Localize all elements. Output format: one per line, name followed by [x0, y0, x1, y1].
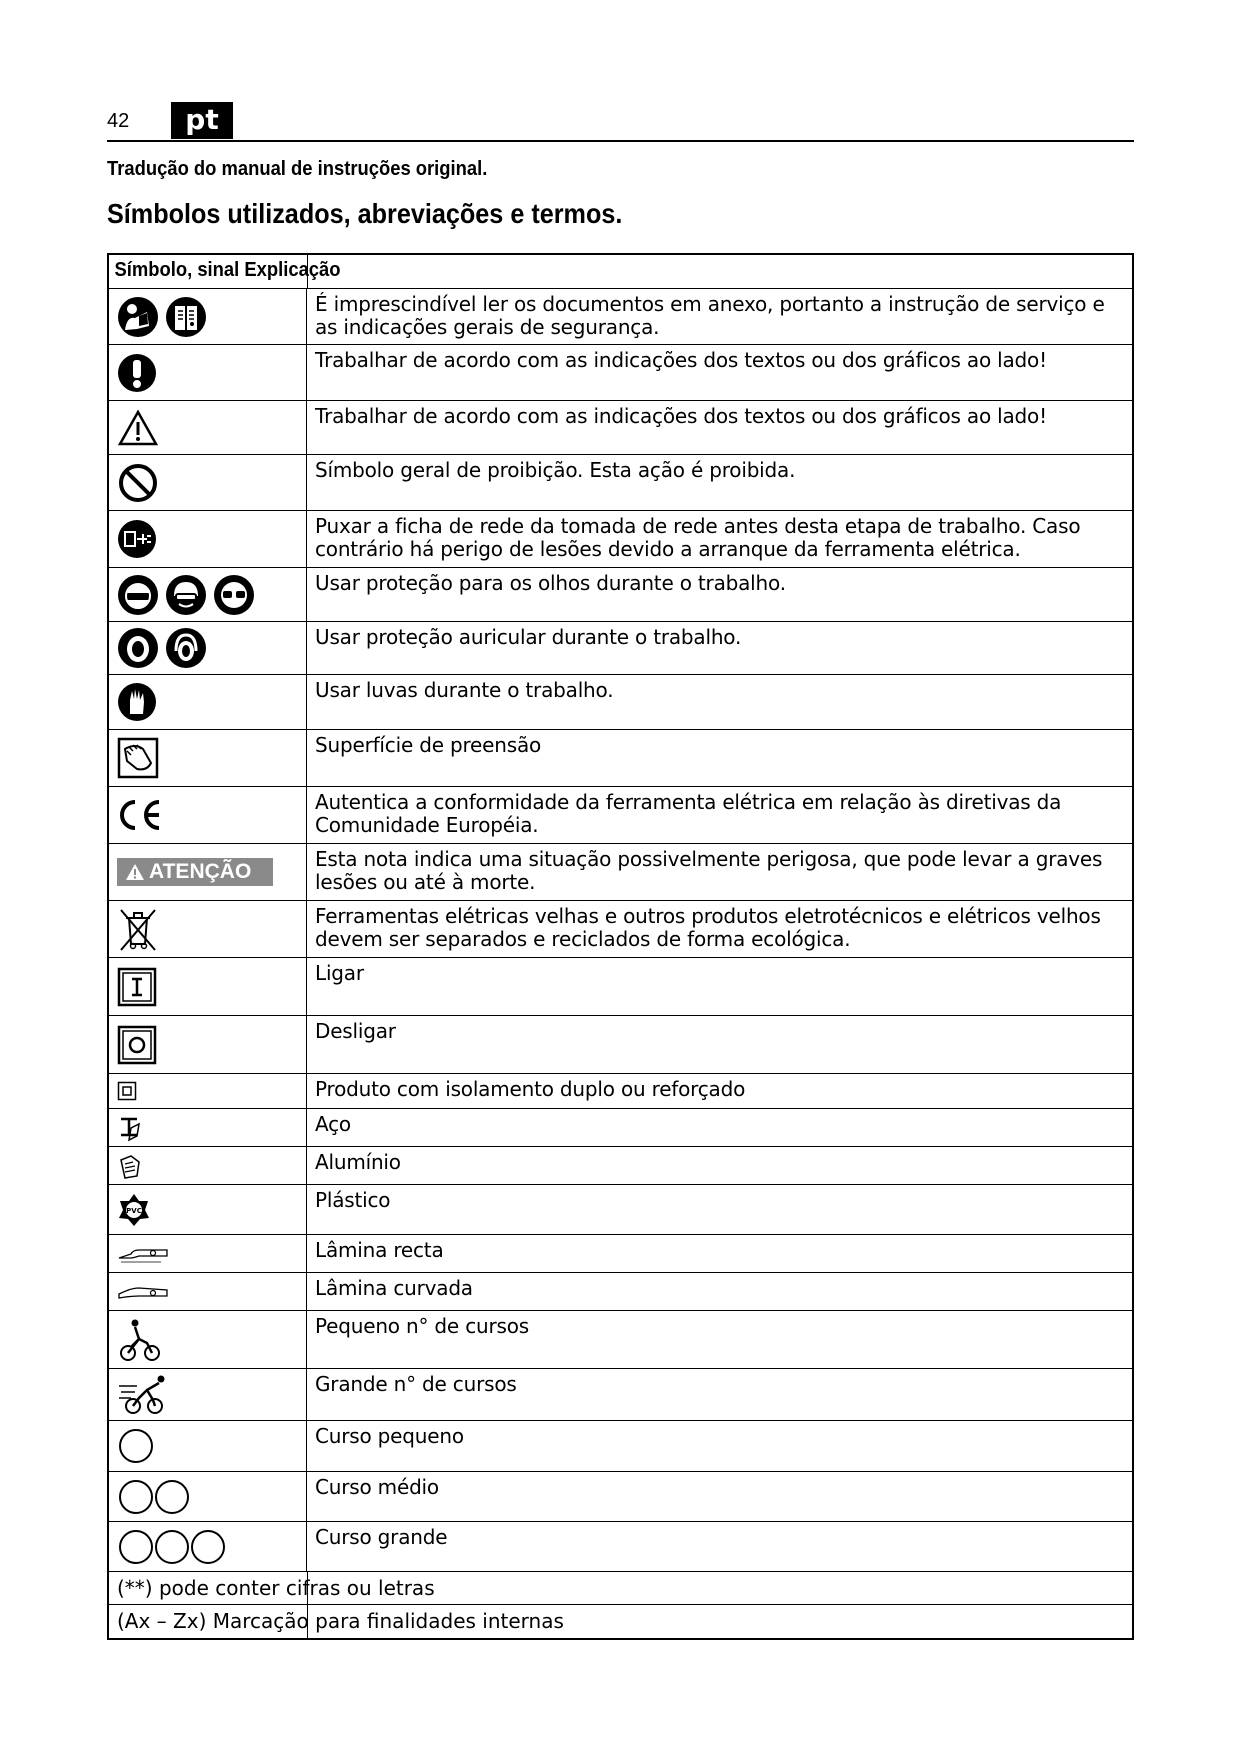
page-header	[107, 100, 1134, 142]
explanation-text: Usar proteção para os olhos durante o trabalho.	[315, 571, 786, 595]
symbol-cell	[109, 622, 307, 674]
explanation-text: Desligar	[315, 1019, 396, 1043]
symbol-cell	[109, 1522, 307, 1571]
table-row	[109, 1369, 1132, 1421]
on-switch-icon	[117, 967, 157, 1007]
face-shield-icon	[117, 574, 159, 616]
symbol-cell	[109, 901, 307, 957]
pvc-icon	[117, 1192, 151, 1228]
exclamation-icon	[117, 353, 157, 393]
symbol-cell	[109, 1147, 307, 1184]
table-row	[109, 958, 1132, 1016]
explanation-text: Curso pequeno	[315, 1424, 464, 1448]
language-badge: pt	[171, 102, 233, 139]
explanation-text: Puxar a ficha de rede da tomada de rede antes desta etapa de trabalho. Caso contrário há perigo de lesões devido a arranque da ferramenta elétrica.	[315, 514, 1081, 561]
goggles-icon	[165, 574, 207, 616]
explanation-text: Aço	[315, 1112, 351, 1136]
prohibition-icon	[117, 462, 159, 504]
table-row	[109, 901, 1132, 958]
symbol-cell	[109, 844, 307, 900]
table-row	[109, 675, 1132, 730]
explanation-text: Lâmina curvada	[315, 1276, 473, 1300]
symbol-cell	[109, 675, 307, 729]
weee-bin-icon	[117, 906, 159, 952]
book-icon	[165, 296, 207, 338]
table-row	[109, 1421, 1132, 1472]
symbol-cell	[109, 730, 307, 786]
explanation-text: Plástico	[315, 1188, 391, 1212]
three-circles-icon	[117, 1528, 229, 1566]
table-row	[109, 289, 1132, 345]
symbol-cell	[109, 568, 307, 621]
table-row	[109, 401, 1132, 455]
table-row	[109, 345, 1132, 401]
symbol-cell	[109, 1472, 307, 1521]
steel-icon	[117, 1114, 143, 1142]
explanation-text: Usar luvas durante o trabalho.	[315, 678, 614, 702]
symbol-cell	[109, 345, 307, 400]
explanation-text: Lâmina recta	[315, 1238, 444, 1262]
table-row	[109, 787, 1132, 844]
explanation-text: Trabalhar de acordo com as indicações dos textos ou dos gráficos ao lado!	[315, 404, 1047, 428]
ear-muff-icon	[165, 627, 207, 669]
explanation-text: Alumínio	[315, 1150, 401, 1174]
symbol-cell	[109, 1185, 307, 1234]
symbol-cell	[109, 787, 307, 843]
table-row	[109, 730, 1132, 787]
curved-blade-icon	[117, 1280, 171, 1304]
warning-triangle-icon	[117, 409, 159, 447]
straight-blade-icon	[117, 1242, 171, 1266]
symbol-cell	[109, 289, 307, 344]
table-row	[109, 455, 1132, 511]
slow-cyclist-icon	[117, 1317, 163, 1363]
double-insulation-icon	[117, 1081, 137, 1101]
explanation-text: Símbolo geral de proibição. Esta ação é proibida.	[315, 458, 796, 482]
table-row	[109, 1311, 1132, 1369]
symbol-cell	[109, 1016, 307, 1073]
symbol-cell	[109, 511, 307, 567]
symbol-cell	[109, 958, 307, 1015]
footnote-internal-marking: (Ax – Zx) Marcação para finalidades internas	[117, 1609, 564, 1633]
table-row	[109, 568, 1132, 622]
explanation-text: Grande n° de cursos	[315, 1372, 517, 1396]
explanation-text: Trabalhar de acordo com as indicações dos textos ou dos gráficos ao lado!	[315, 348, 1047, 372]
explanation-text: Esta nota indica uma situação possivelmente perigosa, que pode levar a graves lesões ou até à morte.	[315, 847, 1103, 894]
symbol-cell	[109, 455, 307, 510]
symbol-cell	[109, 1369, 307, 1420]
explanation-text: Curso grande	[315, 1525, 448, 1549]
grip-surface-icon	[117, 737, 159, 779]
document-subtitle: Tradução do manual de instruções original.	[107, 158, 488, 180]
table-row	[109, 1185, 1132, 1235]
table-row	[109, 1472, 1132, 1522]
two-circles-icon	[117, 1478, 193, 1516]
ear-protection-icon	[117, 627, 159, 669]
footnote-digits-letters: (**) pode conter cifras ou letras	[117, 1576, 435, 1600]
table-row	[109, 1074, 1132, 1109]
symbol-cell	[109, 1311, 307, 1368]
table-row	[109, 511, 1132, 568]
unplug-icon	[117, 519, 157, 559]
warning-triangle-icon	[125, 863, 145, 881]
symbol-cell	[109, 1109, 307, 1146]
ce-mark-icon	[117, 798, 163, 832]
explanation-text: Curso médio	[315, 1475, 439, 1499]
table-row	[109, 622, 1132, 675]
aluminium-icon	[117, 1152, 143, 1180]
symbol-cell	[109, 1074, 307, 1108]
table-row	[109, 1235, 1132, 1273]
page-title: Símbolos utilizados, abreviações e termos.	[107, 198, 623, 229]
explanation-text: Ligar	[315, 961, 364, 985]
atencao-label: ATENÇÃO	[117, 858, 273, 886]
table-row	[109, 1572, 1132, 1605]
symbol-cell	[109, 401, 307, 454]
symbol-cell	[109, 1235, 307, 1272]
page-number: 42	[107, 110, 130, 132]
symbol-cell	[109, 1273, 307, 1310]
one-circle-icon	[117, 1427, 155, 1465]
off-switch-icon	[117, 1025, 157, 1065]
explanation-text: Usar proteção auricular durante o trabalho.	[315, 625, 742, 649]
table-header: Símbolo, sinal Explicação	[114, 259, 341, 281]
symbols-table	[107, 253, 1134, 1640]
glasses-icon	[213, 574, 255, 616]
table-header-row	[109, 255, 1132, 289]
table-row	[109, 1522, 1132, 1572]
table-row	[109, 1147, 1132, 1185]
explanation-text: Ferramentas elétricas velhas e outros produtos eletrotécnicos e elétricos velhos devem ser separados e reciclados de forma ecológica.	[315, 904, 1101, 951]
table-row	[109, 1273, 1132, 1311]
svg-text:PVC: PVC	[126, 1206, 142, 1215]
table-row	[109, 1016, 1132, 1074]
fast-cyclist-icon	[117, 1374, 171, 1416]
explanation-text: Produto com isolamento duplo ou reforçado	[315, 1077, 746, 1101]
gloves-icon	[117, 682, 157, 722]
explanation-text: Autentica a conformidade da ferramenta elétrica em relação às diretivas da Comunidade Européia.	[315, 790, 1062, 837]
table-row	[109, 1605, 1132, 1638]
table-row	[109, 844, 1132, 901]
explanation-text: É imprescindível ler os documentos em anexo, portanto a instrução de serviço e as indicações gerais de segurança.	[315, 292, 1105, 339]
symbol-cell	[109, 1421, 307, 1471]
explanation-text: Superfície de preensão	[315, 733, 542, 757]
read-manual-icon	[117, 296, 159, 338]
table-row	[109, 1109, 1132, 1147]
explanation-text: Pequeno n° de cursos	[315, 1314, 529, 1338]
